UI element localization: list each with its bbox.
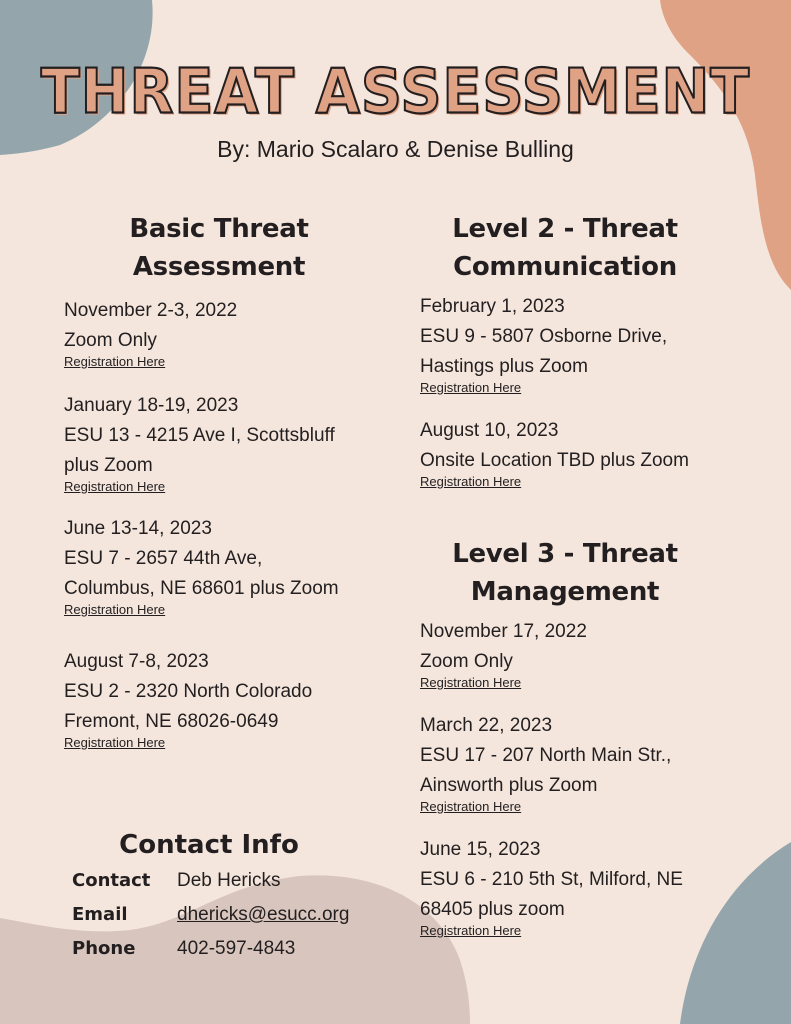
section-title: Level 2 - Threat Communication	[452, 214, 678, 282]
contact-label: Contact	[72, 870, 151, 891]
event-item	[64, 296, 374, 371]
event-location: 68405 plus zoom	[420, 899, 565, 920]
event-item	[420, 292, 720, 397]
event-location: Ainsworth plus Zoom	[420, 775, 598, 796]
registration-link[interactable]: Registration Here	[420, 923, 522, 938]
authors-byline: By: Mario Scalaro & Denise Bulling	[217, 136, 574, 162]
phone-number: 402-597-4843	[177, 938, 296, 959]
registration-link[interactable]: Registration Here	[420, 675, 522, 690]
event-location: ESU 2 - 2320 North Colorado	[64, 681, 313, 702]
contact-info-title: Contact Info	[119, 830, 299, 860]
event-date: August 10, 2023	[420, 420, 559, 441]
section-title: Basic Threat Assessment	[129, 214, 309, 282]
contact-row-contact	[72, 868, 280, 894]
event-location: Zoom Only	[64, 330, 157, 351]
event-item	[64, 391, 374, 496]
event-location: Columbus, NE 68601 plus Zoom	[64, 578, 339, 599]
event-date: August 7-8, 2023	[64, 651, 209, 672]
event-date: February 1, 2023	[420, 296, 565, 317]
event-location: plus Zoom	[64, 455, 153, 476]
event-item	[420, 416, 720, 491]
event-location: ESU 9 - 5807 Osborne Drive,	[420, 326, 668, 347]
event-location: Fremont, NE 68026-0649	[64, 711, 279, 732]
registration-link[interactable]: Registration Here	[64, 479, 166, 494]
event-location: ESU 6 - 210 5th St, Milford, NE	[420, 869, 683, 890]
registration-link[interactable]: Registration Here	[420, 799, 522, 814]
event-location: ESU 17 - 207 North Main Str.,	[420, 745, 672, 766]
email-label: Email	[72, 904, 128, 925]
event-item	[420, 617, 720, 692]
registration-link[interactable]: Registration Here	[420, 474, 522, 489]
level-2-threat-communication-section	[420, 210, 720, 491]
registration-link[interactable]: Registration Here	[64, 602, 166, 617]
phone-label: Phone	[72, 938, 136, 959]
event-item	[420, 711, 720, 816]
event-date: June 13-14, 2023	[64, 518, 212, 539]
contact-name: Deb Hericks	[177, 870, 281, 891]
registration-link[interactable]: Registration Here	[64, 735, 166, 750]
contact-row-phone	[72, 936, 295, 962]
event-location: ESU 13 - 4215 Ave I, Scottsbluff	[64, 425, 335, 446]
event-item	[64, 647, 374, 752]
section-title: Level 3 - Threat Management	[452, 539, 678, 607]
event-date: March 22, 2023	[420, 715, 553, 736]
event-date: June 15, 2023	[420, 839, 541, 860]
email-link[interactable]: dhericks@esucc.org	[177, 904, 350, 925]
event-date: November 2-3, 2022	[64, 300, 238, 321]
registration-link[interactable]: Registration Here	[420, 380, 522, 395]
event-location: Onsite Location TBD plus Zoom	[420, 450, 689, 471]
event-location: ESU 7 - 2657 44th Ave,	[64, 548, 263, 569]
registration-link[interactable]: Registration Here	[64, 354, 166, 369]
basic-threat-assessment-section	[64, 210, 374, 752]
event-location: Hastings plus Zoom	[420, 356, 588, 377]
event-date: November 17, 2022	[420, 621, 587, 642]
event-item	[64, 514, 374, 619]
event-date: January 18-19, 2023	[64, 395, 239, 416]
contact-row-email	[72, 902, 349, 928]
page-title: THREAT ASSESSMENT	[40, 56, 751, 128]
level-3-threat-management-section	[420, 535, 720, 940]
event-location: Zoom Only	[420, 651, 513, 672]
event-item	[420, 835, 720, 940]
